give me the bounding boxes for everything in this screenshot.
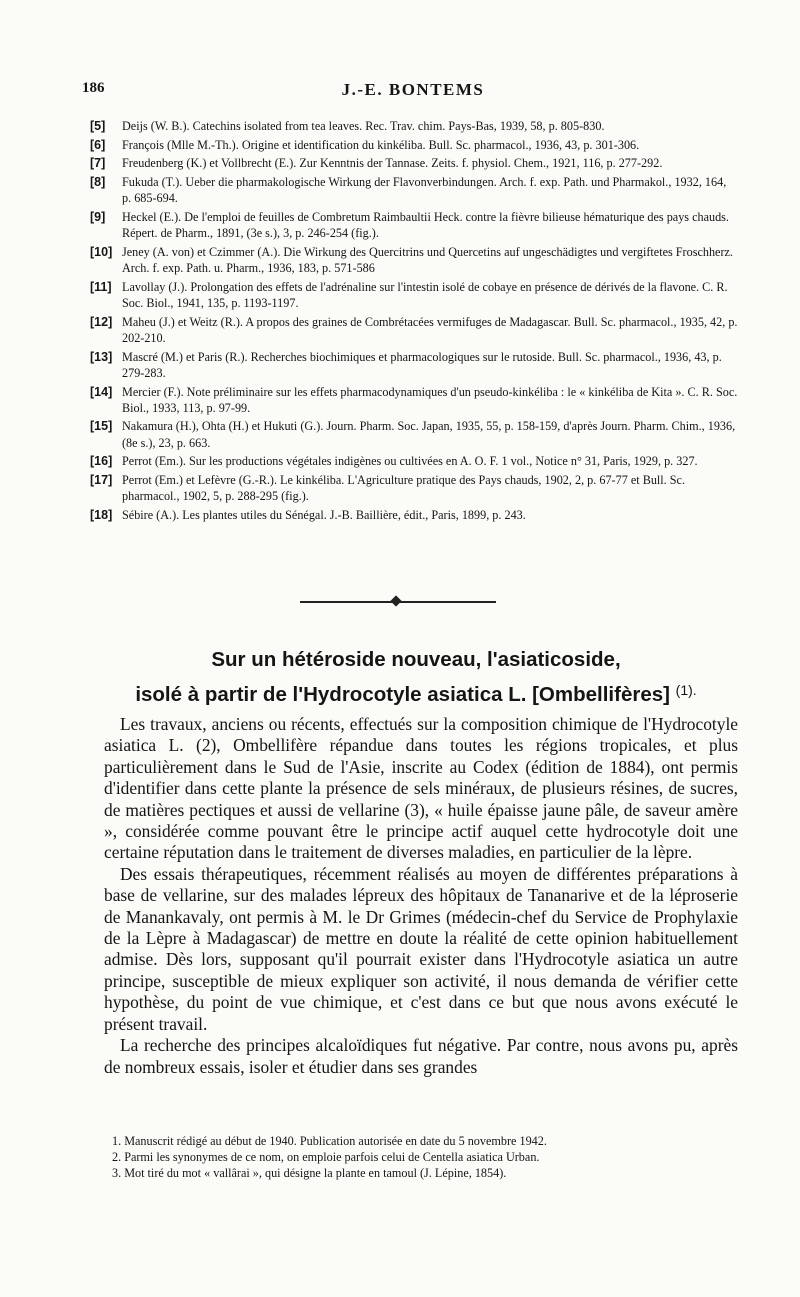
article-body (104, 714, 738, 1078)
reference-number: [16] (90, 454, 113, 469)
reference-number: [8] (90, 175, 106, 190)
section-divider (300, 596, 496, 608)
reference-text: Mascré (M.) et Paris (R.). Recherches biochimiques et pharmacologiques sur le rutoside. Bull. Sc. pharmacol., 1936, 43, p. 279-283. (122, 349, 722, 380)
reference-number: [9] (90, 210, 106, 225)
reference-text: Jeney (A. von) et Czimmer (A.). Die Wirkung des Quercitrins und Quercetins auf ungeschädigtes und vergiftetes Froschherz. Arch. f. exp. Path. u. Pharm., 1936, 183, p. 571-586 (122, 244, 733, 276)
body-paragraph: La recherche des principes alcaloïdiques fut négative. Par contre, nous avons pu, après de nombreux essais, isoler et étudier dans ses grandes (104, 1035, 738, 1077)
reference-text: Lavollay (J.). Prolongation des effets de l'adrénaline sur l'intestin isolé de cobaye en présence de dérivés de la flavone. C. R. Soc. Biol., 1941, 135, p. 1193-1197. (122, 279, 728, 311)
reference-item (90, 384, 738, 416)
footnotes (112, 1133, 738, 1181)
reference-number: [12] (90, 314, 113, 329)
footnote: 3. Mot tiré du mot « vallârai », qui désigne la plante en tamoul (J. Lépine, 1854). (112, 1166, 507, 1180)
running-title: J.-E. BONTEMS (341, 80, 485, 99)
reference-item (90, 137, 738, 153)
reference-item (90, 244, 738, 276)
divider-diamond-icon (390, 595, 401, 606)
footnote: 1. Manuscrit rédigé au début de 1940. Publication autorisée en date du 5 novembre 1942. (112, 1134, 547, 1148)
reference-item (90, 314, 738, 346)
article-title-line-1: Sur un hétéroside nouveau, l'asiaticoside, (211, 648, 621, 671)
reference-text: Freudenberg (K.) et Vollbrecht (E.). Zur Kenntnis der Tannase. Zeits. f. physiol. Chem., 1921, 116, p. 277-292. (122, 156, 663, 171)
page-number: 186 (82, 80, 105, 96)
reference-number: [15] (90, 419, 113, 434)
reference-item (90, 209, 738, 241)
page-header (82, 80, 738, 104)
article-title (88, 645, 744, 710)
reference-item (90, 418, 738, 450)
reference-text: Heckel (E.). De l'emploi de feuilles de Combretum Raimbaultii Heck. contre la fièvre bilieuse hématurique des pays chauds. Répert. de Pharm., 1891, (3e s.), 3, p. 246-254 (fig.). (122, 210, 729, 241)
reference-item (90, 453, 738, 469)
reference-number: [13] (90, 349, 113, 364)
reference-number: [5] (90, 119, 106, 133)
article-title-footnote-mark: (1). (675, 682, 697, 698)
body-paragraph: Des essais thérapeutiques, récemment réalisés au moyen de différentes préparations à base de vellarine, sur des malades lépreux des hôpitaux de Tananarive et de la léproserie de Manankavaly, ont permis à M. le Dr Grimes (médecin-chef du Service de Prophylaxie de la Lèpre à Madagascar) de mettre en doute la réalité de cette opinion habituellement admise. Dès lors, supposant qu'il pourrait exister dans l'Hydrocotyle asiatica un autre principe, susceptible de mieux expliquer son activité, il nous demanda de vérifier cette hypothèse, du point de vue chimique, et c'est dans ce but que nous avons exécuté le présent travail. (104, 863, 738, 1034)
reference-number: [14] (90, 384, 113, 399)
reference-item (90, 155, 738, 171)
reference-text: Mercier (F.). Note préliminaire sur les effets pharmacodynamiques d'un pseudo-kinkéliba : le « kinkéliba de Kita ». C. R. Soc. Biol., 1933, 113, p. 97-99. (122, 384, 738, 415)
reference-number: [17] (90, 473, 113, 488)
reference-item (90, 507, 738, 523)
reference-text: Sébire (A.). Les plantes utiles du Sénégal. J.-B. Baillière, édit., Paris, 1899, p. 243. (122, 507, 526, 522)
reference-text: Fukuda (T.). Ueber die pharmakologische Wirkung der Flavonverbindungen. Arch. f. exp. Path. und Pharmakol., 1932, 164, p. 685-694. (122, 175, 727, 206)
reference-text: Perrot (Em.) et Lefèvre (G.-R.). Le kinkéliba. L'Agriculture pratique des Pays chauds, 1902, 2, p. 67-77 et Bull. Sc. pharmacol., 1902, 5, p. 288-295 (fig.). (122, 473, 686, 504)
reference-number: [18] (90, 507, 113, 522)
reference-item (90, 118, 738, 134)
reference-item (90, 349, 738, 381)
footnote: 2. Parmi les synonymes de ce nom, on emploie parfois celui de Centella asiatica Urban. (112, 1150, 540, 1164)
body-paragraph: Les travaux, anciens ou récents, effectués sur la composition chimique de l'Hydrocotyle asiatica L. (2), Ombellifère répandue dans toutes les régions tropicales, et plus particulièrement dans le Sud de l'Asie, inscrite au Codex (édition de 1884), ont permis d'identifier dans cette plante la présence de sels minéraux, de plusieurs résines, de sucres, de matières pectiques et aussi de vellarine (3), « huile épaisse jaune pâle, de saveur amère », considérée comme pouvant être le principe actif auquel cette hydrocotyle doit une certaine réputation dans le traitement de diverses maladies, en particulier de la lèpre. (104, 714, 738, 863)
reference-number: [7] (90, 156, 106, 171)
reference-text: François (Mlle M.-Th.). Origine et identification du kinkéliba. Bull. Sc. pharmacol., 1936, 43, p. 301-306. (122, 137, 640, 152)
reference-number: [10] (90, 244, 113, 259)
reference-text: Deijs (W. B.). Catechins isolated from tea leaves. Rec. Trav. chim. Pays-Bas, 1939, 58, p. 805-830. (122, 119, 605, 133)
reference-number: [6] (90, 137, 106, 152)
reference-list (90, 118, 738, 526)
reference-text: Perrot (Em.). Sur les productions végétales indigènes ou cultivées en A. O. F. 1 vol., Notice n° 31, Paris, 1929, p. 327. (122, 454, 698, 469)
reference-item (90, 279, 738, 311)
reference-text: Maheu (J.) et Weitz (R.). A propos des graines de Combrétacées vermifuges de Madagascar. Bull. Sc. pharmacol., 1935, 42, p. 202-210. (122, 314, 738, 345)
reference-number: [11] (90, 279, 112, 294)
article-title-line-2 (88, 675, 744, 710)
reference-item (90, 472, 738, 504)
reference-text: Nakamura (H.), Ohta (H.) et Hukuti (G.). Journ. Pharm. Soc. Japan, 1935, 55, p. 158-159, d'après Journ. Pharm. Chim., 1936, (8e s.), 23, p. 663. (122, 419, 736, 450)
article-title-line-2-text: isolé à partir de l'Hydrocotyle asiatica L. [Ombellifères] (135, 683, 670, 706)
reference-item (90, 174, 738, 206)
